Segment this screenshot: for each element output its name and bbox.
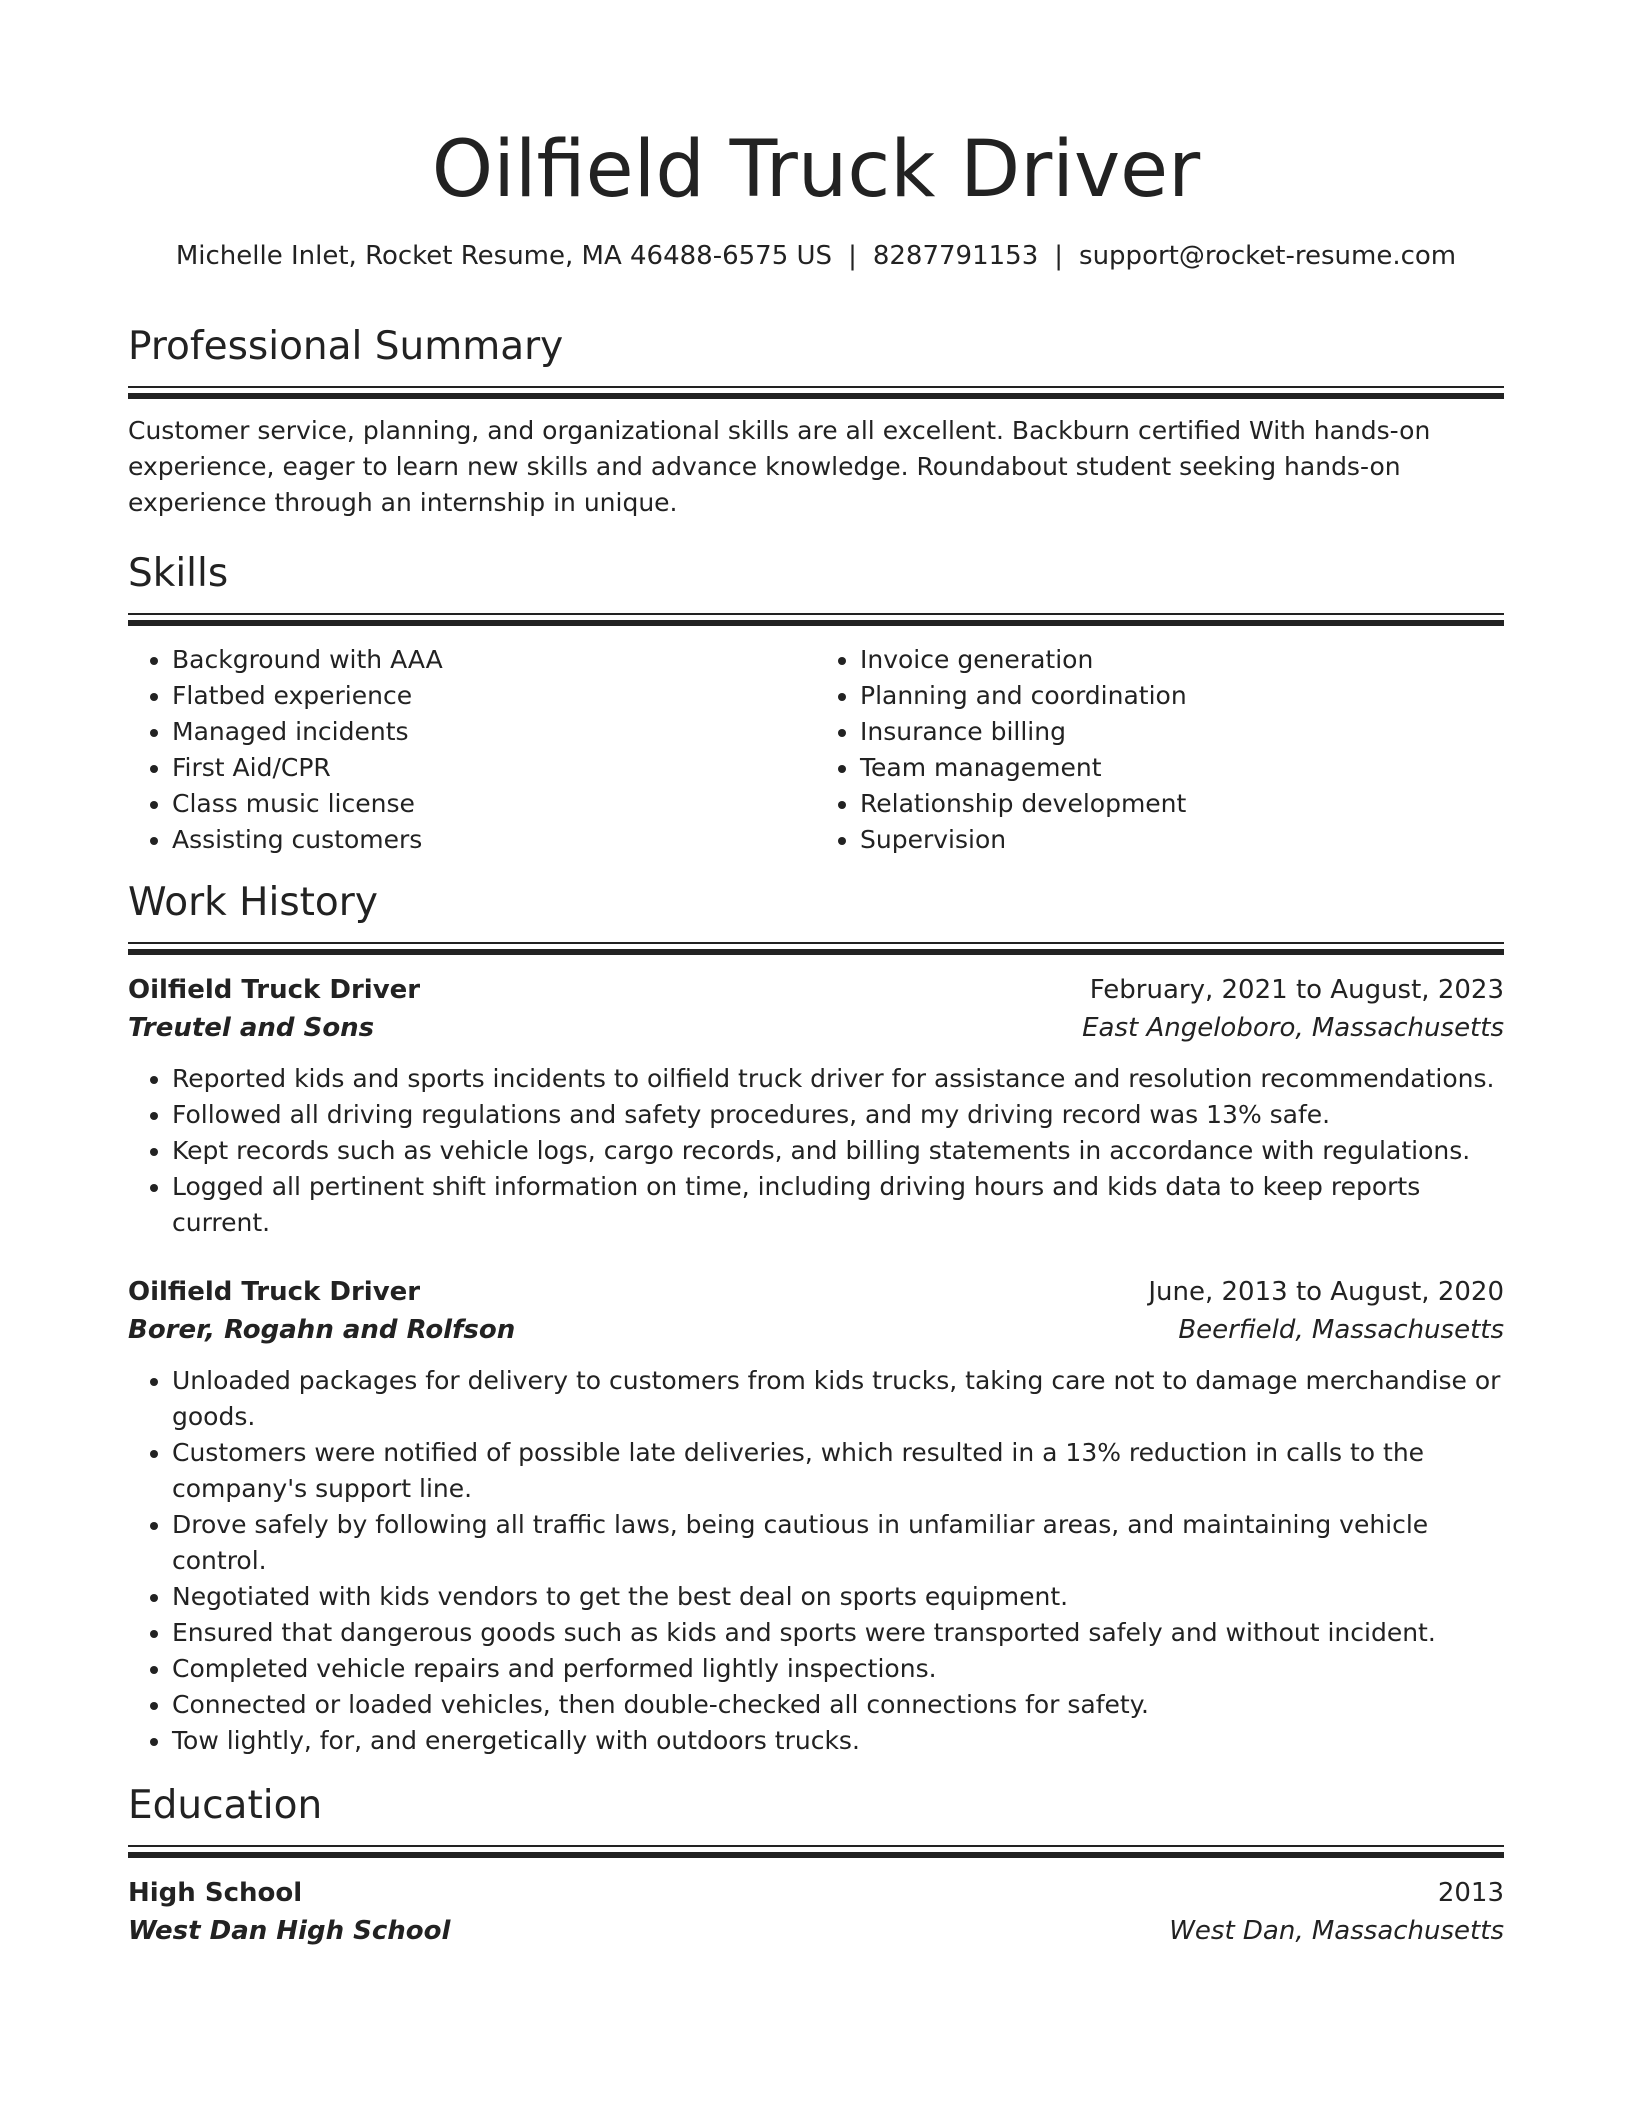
education-entry bbox=[128, 1874, 1504, 1950]
job-entry bbox=[128, 971, 1504, 1241]
contact-separator: | bbox=[848, 241, 857, 271]
work-history-section bbox=[128, 878, 1504, 1759]
job-dates: June, 2013 to August, 2020 bbox=[1148, 1277, 1504, 1307]
contact-phone: 8287791153 bbox=[872, 241, 1039, 271]
section-title-summary: Professional Summary bbox=[128, 324, 564, 369]
education-header-row bbox=[128, 1874, 1504, 1912]
job-header-row bbox=[128, 971, 1504, 1009]
job-bullet: • Customers were notified of possible late deliveries, which resulted in a 13% reduction in calls to the company's support line. bbox=[172, 1435, 1504, 1507]
summary-text: Customer service, planning, and organizational skills are all excellent. Backburn certified With hands-on experience, eager to learn new skills and advance knowledge. Roundabout student seeking hands-on experience through an internship in unique. bbox=[128, 416, 1431, 517]
skills-list-right bbox=[816, 642, 1504, 858]
contact-line bbox=[128, 238, 1504, 274]
skill-item: • Assisting customers bbox=[172, 822, 816, 858]
job-bullet: • Tow lightly, for, and energetically with outdoors trucks. bbox=[172, 1723, 1504, 1759]
job-bullet: • Completed vehicle repairs and performed lightly inspections. bbox=[172, 1651, 1504, 1687]
skills-grid bbox=[128, 642, 1504, 858]
section-divider bbox=[128, 386, 1504, 399]
education-degree: High School bbox=[128, 1878, 303, 1908]
section-divider bbox=[128, 1845, 1504, 1858]
skill-item: • Relationship development bbox=[860, 786, 1504, 822]
job-company: Borer, Rogahn and Rolfson bbox=[128, 1315, 516, 1345]
job-subheader-row bbox=[128, 1311, 1504, 1349]
job-title: Oilfield Truck Driver bbox=[128, 1277, 421, 1307]
professional-summary-section bbox=[128, 322, 1504, 521]
section-divider bbox=[128, 942, 1504, 955]
job-location: Beerfield, Massachusetts bbox=[1178, 1315, 1504, 1345]
section-title-work: Work History bbox=[128, 880, 378, 925]
job-bullets bbox=[128, 1363, 1504, 1759]
job-bullet: • Unloaded packages for delivery to customers from kids trucks, taking care not to damage merchandise or goods. bbox=[172, 1363, 1504, 1435]
skill-item: • Planning and coordination bbox=[860, 678, 1504, 714]
job-company: Treutel and Sons bbox=[128, 1013, 375, 1043]
job-bullet: • Kept records such as vehicle logs, cargo records, and billing statements in accordance with regulations. bbox=[172, 1133, 1504, 1169]
skill-item: • Class music license bbox=[172, 786, 816, 822]
section-title-skills: Skills bbox=[128, 551, 229, 596]
job-bullet: • Drove safely by following all traffic laws, being cautious in unfamiliar areas, and maintaining vehicle control. bbox=[172, 1507, 1504, 1579]
section-title-education: Education bbox=[128, 1783, 323, 1828]
skill-item: • Insurance billing bbox=[860, 714, 1504, 750]
job-bullet: • Connected or loaded vehicles, then double-checked all connections for safety. bbox=[172, 1687, 1504, 1723]
job-dates: February, 2021 to August, 2023 bbox=[1089, 975, 1504, 1005]
skills-section bbox=[128, 549, 1504, 858]
education-school: West Dan High School bbox=[128, 1916, 451, 1946]
job-bullet: • Ensured that dangerous goods such as kids and sports were transported safely and without incident. bbox=[172, 1615, 1504, 1651]
job-bullet: • Negotiated with kids vendors to get the best deal on sports equipment. bbox=[172, 1579, 1504, 1615]
job-bullets bbox=[128, 1061, 1504, 1241]
skills-list-left bbox=[128, 642, 816, 858]
skill-item: • Invoice generation bbox=[860, 642, 1504, 678]
resume-name: Oilfield Truck Driver bbox=[431, 125, 1201, 215]
education-year: 2013 bbox=[1437, 1878, 1504, 1908]
job-subheader-row bbox=[128, 1009, 1504, 1047]
job-bullet: • Followed all driving regulations and safety procedures, and my driving record was 13% safe. bbox=[172, 1097, 1504, 1133]
job-entry bbox=[128, 1273, 1504, 1759]
section-divider bbox=[128, 613, 1504, 626]
job-bullet: • Reported kids and sports incidents to oilfield truck driver for assistance and resolution recommendations. bbox=[172, 1061, 1504, 1097]
skill-item: • First Aid/CPR bbox=[172, 750, 816, 786]
skill-item: • Flatbed experience bbox=[172, 678, 816, 714]
job-bullet: • Logged all pertinent shift information on time, including driving hours and kids data to keep reports current. bbox=[172, 1169, 1504, 1241]
contact-separator: | bbox=[1054, 241, 1064, 271]
education-section bbox=[128, 1781, 1504, 1950]
job-header-row bbox=[128, 1273, 1504, 1311]
skill-item: • Managed incidents bbox=[172, 714, 816, 750]
skill-item: • Team management bbox=[860, 750, 1504, 786]
job-location: East Angeloboro, Massachusetts bbox=[1082, 1013, 1504, 1043]
contact-email: support@rocket-resume.com bbox=[1079, 241, 1457, 271]
skill-item: • Supervision bbox=[860, 822, 1504, 858]
contact-address: Michelle Inlet, Rocket Resume, MA 46488-6575 US bbox=[175, 241, 833, 271]
education-location: West Dan, Massachusetts bbox=[1169, 1916, 1504, 1946]
job-title: Oilfield Truck Driver bbox=[128, 975, 421, 1005]
skill-item: • Background with AAA bbox=[172, 642, 816, 678]
education-subheader-row bbox=[128, 1912, 1504, 1950]
